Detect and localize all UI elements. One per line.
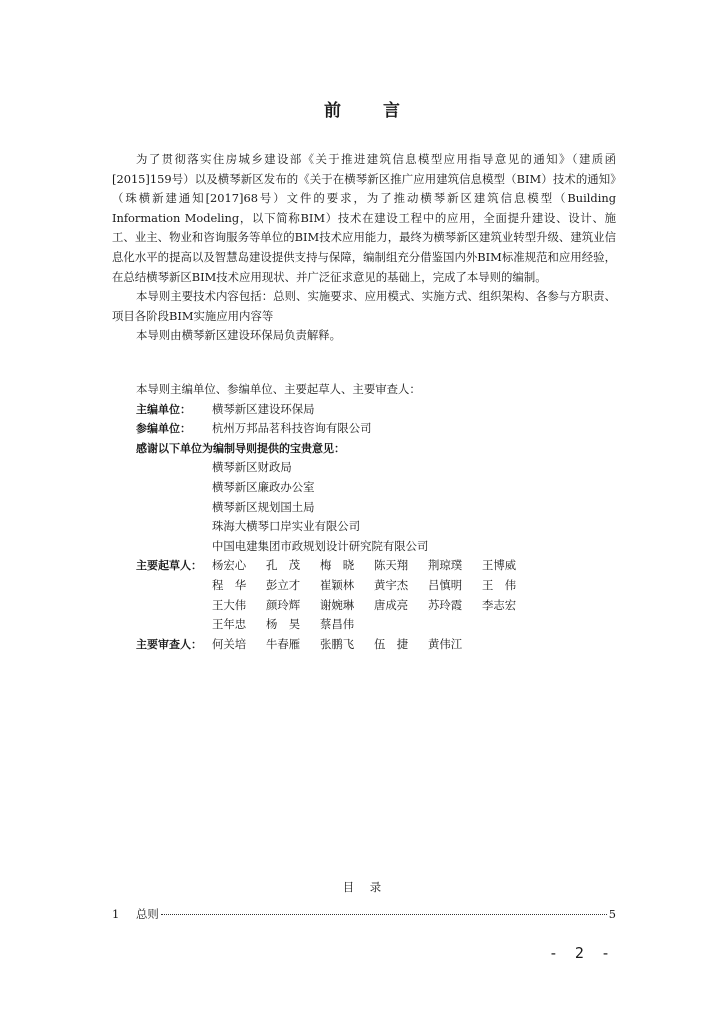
preface-body <box>112 150 616 346</box>
drafters-list <box>212 556 536 576</box>
toc-entry-page: 5 <box>608 907 616 921</box>
credits-intro: 本导则主编单位、参编单位、主要起草人、主要审查人： <box>136 382 421 396</box>
chief-editor-row <box>136 400 616 420</box>
drafter-name: 蔡昌伟 <box>320 617 355 632</box>
toc-entry-number: 1 <box>112 907 120 921</box>
preface-paragraph: 本导则主要技术内容包括：总则、实施要求、应用模式、实施方式、组织架构、各参与方职责、项目各阶段BIM实施应用内容等 <box>112 289 616 323</box>
drafter-name: 孔 茂 <box>266 558 301 573</box>
drafters-list <box>212 615 536 635</box>
drafter-name: 唐成亮 <box>374 597 409 612</box>
drafter-name: 荆琼璞 <box>428 558 463 573</box>
thanks-org: 横琴新区廉政办公室 <box>212 479 315 494</box>
participant-row <box>136 419 616 439</box>
drafter-name: 杨宏心 <box>212 558 247 573</box>
drafters-row <box>136 576 616 596</box>
toc-entry[interactable] <box>112 906 616 922</box>
reviewers-row <box>136 635 616 655</box>
page-number: - 2 - <box>548 944 614 962</box>
drafter-name: 崔颖林 <box>320 577 355 592</box>
drafter-name: 彭立才 <box>266 577 301 592</box>
reviewer-name: 伍 捷 <box>374 636 409 651</box>
drafter-name: 杨 昊 <box>266 617 301 632</box>
toc-entry-label: 总则 <box>136 907 159 921</box>
drafter-name: 梅 晓 <box>320 558 355 573</box>
reviewer-name: 张鹏飞 <box>320 636 355 651</box>
chief-editor-label: 主编单位： <box>136 402 191 416</box>
drafters-row <box>136 615 616 635</box>
preface-paragraph: 为了贯彻落实住房城乡建设部《关于推进建筑信息模型应用指导意见的通知》（建质函[2015]159号）以及横琴新区发布的《关于在横琴新区推广应用建筑信息模型（BIM）技术的通知》（珠横新建通知[2017]68号）文件的要求，为了推动横琴新区建筑信息模型（Building Information Modeling，以下简称BIM）技术在建设工程中的应用，全面提升建设、设计、施工、业主、物业和咨询服务等单位的BIM技术应用能力，最终为横琴新区建筑业转型升级、建筑业信息化水平的提高以及智慧岛建设提供支持与保障，编制组充分借鉴国内外BIM标准规范和应用经验，在总结横琴新区BIM技术应用现状、并广泛征求意见的基础上，完成了本导则的编制。 <box>112 152 616 284</box>
drafters-row <box>136 596 616 616</box>
drafters-list <box>212 576 536 596</box>
participant-org: 杭州万邦品茗科技咨询有限公司 <box>212 421 372 436</box>
preface-paragraph: 本导则由横琴新区建设环保局负责解释。 <box>136 328 342 343</box>
toc-leader-dots <box>161 914 607 915</box>
drafter-name: 颜玲辉 <box>266 597 301 612</box>
drafter-name: 王博威 <box>482 558 517 573</box>
page-title: 前 言 <box>324 101 418 121</box>
thanks-org: 横琴新区财政局 <box>212 460 292 475</box>
reviewer-name: 黄伟江 <box>428 636 463 651</box>
drafter-name: 王 伟 <box>482 577 517 592</box>
drafter-name: 王大伟 <box>212 597 247 612</box>
reviewer-name: 牛春雁 <box>266 636 301 651</box>
thanks-org: 中国电建集团市政规划设计研究院有限公司 <box>212 538 429 553</box>
toc-title: 目 录 <box>342 880 388 894</box>
drafter-name: 程 华 <box>212 577 247 592</box>
reviewer-name: 何关培 <box>212 636 247 651</box>
drafter-name: 王年忠 <box>212 617 247 632</box>
drafters-list <box>212 596 536 616</box>
drafters-label: 主要起草人： <box>136 559 202 573</box>
drafter-name: 陈天翔 <box>374 558 409 573</box>
credits-section <box>136 380 616 654</box>
thanks-org: 珠海大横琴口岸实业有限公司 <box>212 519 361 534</box>
drafters-row <box>136 556 616 576</box>
participant-label: 参编单位： <box>136 422 191 436</box>
thanks-row <box>136 439 616 459</box>
thanks-label: 感谢以下单位为编制导则提供的宝贵意见： <box>136 441 345 455</box>
thanks-org: 横琴新区规划国土局 <box>212 499 315 514</box>
chief-editor-org: 横琴新区建设环保局 <box>212 401 315 416</box>
drafter-name: 李志宏 <box>482 597 517 612</box>
drafter-name: 谢婉琳 <box>320 597 355 612</box>
reviewers-label: 主要审查人： <box>136 637 202 651</box>
reviewers-list <box>212 635 536 655</box>
drafter-name: 黄宇杰 <box>374 577 409 592</box>
drafter-name: 苏玲霞 <box>428 597 463 612</box>
drafter-name: 吕慎明 <box>428 577 463 592</box>
